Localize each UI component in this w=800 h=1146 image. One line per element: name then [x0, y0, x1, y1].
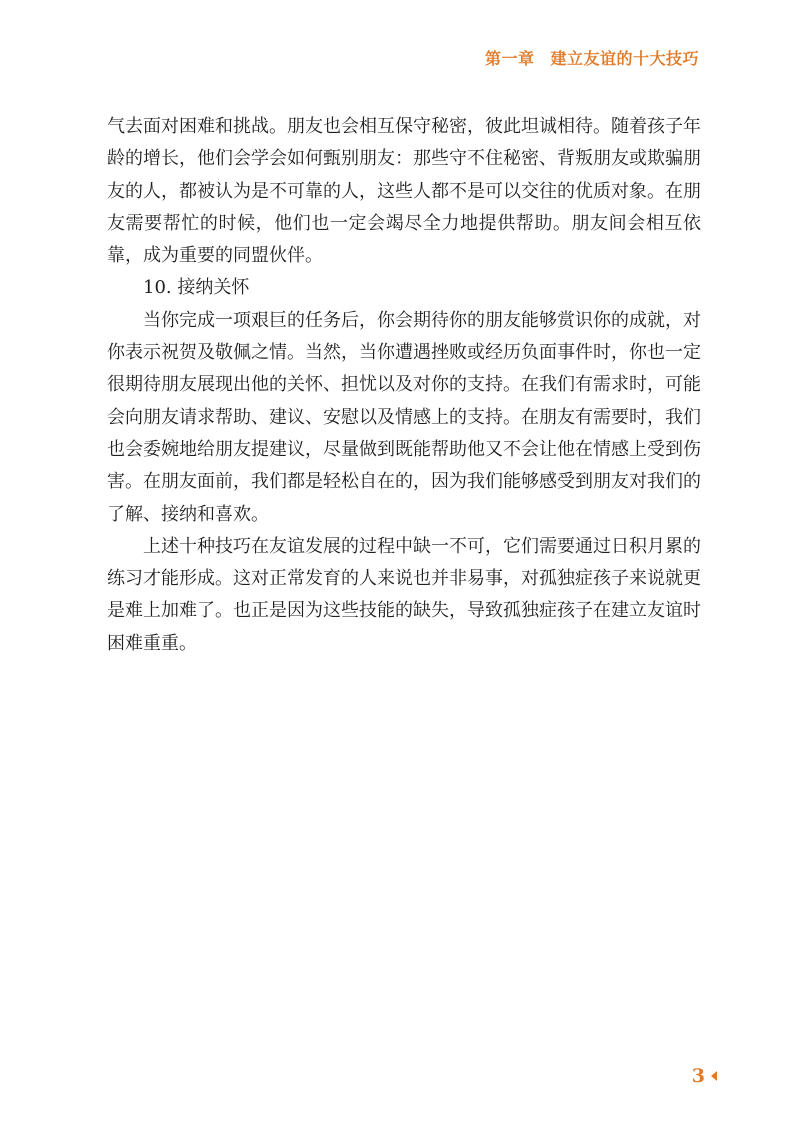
left-triangle-icon: [711, 1071, 717, 1081]
page-body: [107, 111, 701, 660]
chapter-title: 建立友谊的十大技巧: [550, 49, 699, 68]
paragraph-continued: 气去面对困难和挑战。朋友也会相互保守秘密，彼此坦诚相待。随着孩子年龄的增长，他们会学会如何甄别朋友：那些守不住秘密、背叛朋友或欺骗朋友的人，都被认为是不可靠的人，这些人都不是可以交往的优质对象。在朋友需要帮忙的时候，他们也一定会竭尽全力地提供帮助。朋友间会相互依靠，成为重要的同盟伙伴。: [107, 116, 701, 267]
paragraph: 当你完成一项艰巨的任务后，你会期待你的朋友能够赏识你的成就，对你表示祝贺及敬佩之情。当然，当你遭遇挫败或经历负面事件时，你也一定很期待朋友展现出他的关怀、担忧以及对你的支持。在我们有需求时，可能会向朋友请求帮助、建议、安慰以及情感上的支持。在朋友有需要时，我们也会委婉地给朋友提建议，尽量做到既能帮助他又不会让他在情感上受到伤害。在朋友面前，我们都是轻松自在的，因为我们能够感受到朋友对我们的了解、接纳和喜欢。: [107, 309, 701, 525]
running-head: [485, 46, 699, 69]
chapter-label: 第一章: [484, 49, 535, 68]
page-number: [692, 1065, 717, 1087]
paragraph: 上述十种技巧在友谊发展的过程中缺一不可，它们需要通过日积月累的练习才能形成。这对正常发育的人来说也并非易事，对孤独症孩子来说就更是难上加难了。也正是因为这些技能的缺失，导致孤独症孩子在建立友谊时困难重重。: [107, 535, 701, 654]
section-heading: 10. 接纳关怀: [143, 277, 250, 299]
page-number-value: 3: [691, 1065, 705, 1087]
